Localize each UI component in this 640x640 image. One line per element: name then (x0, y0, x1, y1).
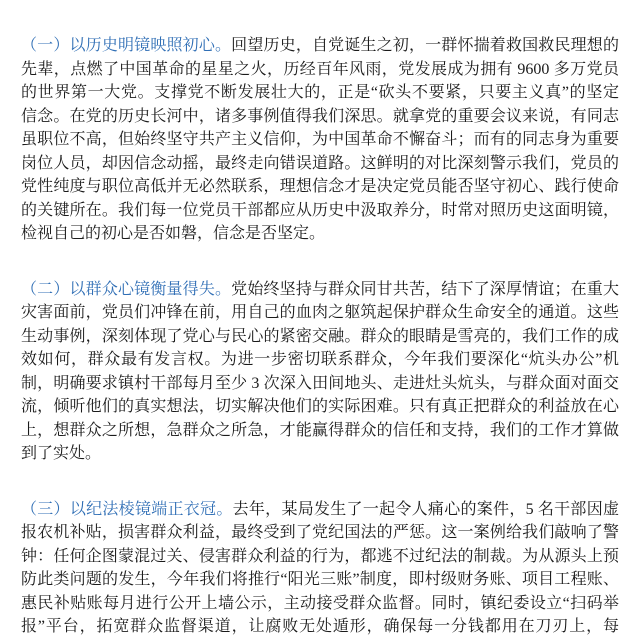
section-heading: （二）以群众心镜衡量得失。 (21, 280, 232, 298)
paragraph-line: 灾害面前，党员们冲锋在前，用自己的血肉之躯筑起保护群众生命安全的通道。这些 (21, 304, 619, 321)
paragraph-line (21, 34, 619, 58)
paragraph-line: 上，想群众之所想，急群众之所急，才能赢得群众的信任和支持，我们的工作才算做 (21, 421, 619, 439)
paragraph-line: 惠民补贴账每月进行公开上墙公示，主动接受群众监督。同时，镇纪委设立“扫码举 (21, 594, 619, 612)
paragraph-line: 党性纯度与职位高低并无必然联系，理想信念才是决定党员能否坚守初心、践行使命 (21, 178, 619, 195)
paragraph-line: 虽职位不高，但始终坚守共产主义信仰，为中国革命不懈奋斗；而有的同志身为重要 (21, 131, 619, 148)
section-heading: （三）以纪法棱镜端正衣冠。 (21, 500, 233, 518)
section-history-mirror (21, 34, 619, 246)
paragraph-line: 防此类问题的发生，今年我们将推行“阳光三账”制度，即村级财务账、项目工程账、 (21, 571, 619, 588)
paragraph-text: 党始终坚持与群众同甘共苦，结下了深厚情谊；在重大 (231, 280, 619, 298)
section-discipline-prism (21, 498, 619, 639)
paragraph-line: 的关键所在。我们每一位党员干部都应从历史中汲取养分，时常对照历史这面明镜， (21, 201, 619, 219)
paragraph-line: 制，明确要求镇村干部每月至少 3 次深入田间地头、走进灶头炕头，与群众面对面交 (21, 374, 619, 392)
section-heading: （一）以历史明镜映照初心。 (21, 37, 232, 54)
section-masses-mirror (21, 278, 619, 466)
paragraph-line: 报”平台，拓宽群众监督渠道，让腐败无处遁形，确保每一分钱都用在刀刃上，每 (21, 618, 619, 635)
paragraph-line: 先辈，点燃了中国革命的星星之火，历经百年风雨，党发展成为拥有 9600 多万党员 (21, 60, 619, 78)
paragraph-line: 岗位人员，却因信念动摇，最终走向错误道路。这鲜明的对比深刻警示我们，党员的 (21, 154, 619, 172)
paragraph-line: 生动事例，深刻体现了党心与民心的紧密交融。群众的眼睛是雪亮的，我们工作的成 (21, 327, 619, 345)
paragraph-line (21, 278, 619, 302)
paragraph-text: 去年，某局发生了一起令人痛心的案件，5 名干部因虚 (232, 500, 619, 518)
paragraph-text: 回望历史，自党诞生之初，一群怀揣着救国救民理想的 (231, 37, 619, 54)
paragraph-line: 钟：任何企图蒙混过关、侵害群众利益的行为，都逃不过纪法的制裁。为从源头上预 (21, 547, 619, 565)
paragraph-line: 检视自己的初心是否如磐，信念是否坚定。 (21, 225, 326, 242)
paragraph-line: 流，倾听他们的真实想法，切实解决他们的实际困难。只有真正把群众的利益放在心 (21, 398, 619, 415)
paragraph-line: 效如何，群众最有发言权。为进一步密切联系群众，今年我们要深化“炕头办公”机 (21, 351, 619, 368)
paragraph-line: 报农机补贴，损害群众利益，最终受到了党纪国法的严惩。这一案例给我们敲响了警 (21, 524, 619, 541)
paragraph-line: 的世界第一大党。支撑党不断发展壮大的，正是“砍头不要紧，只要主义真”的坚定 (21, 84, 619, 101)
paragraph-line: 到了实处。 (21, 445, 102, 462)
paragraph-line (21, 498, 619, 522)
paragraph-line: 信念。在党的历史长河中，诸多事例值得我们深思。就拿党的重要会议来说，有同志 (21, 107, 619, 125)
